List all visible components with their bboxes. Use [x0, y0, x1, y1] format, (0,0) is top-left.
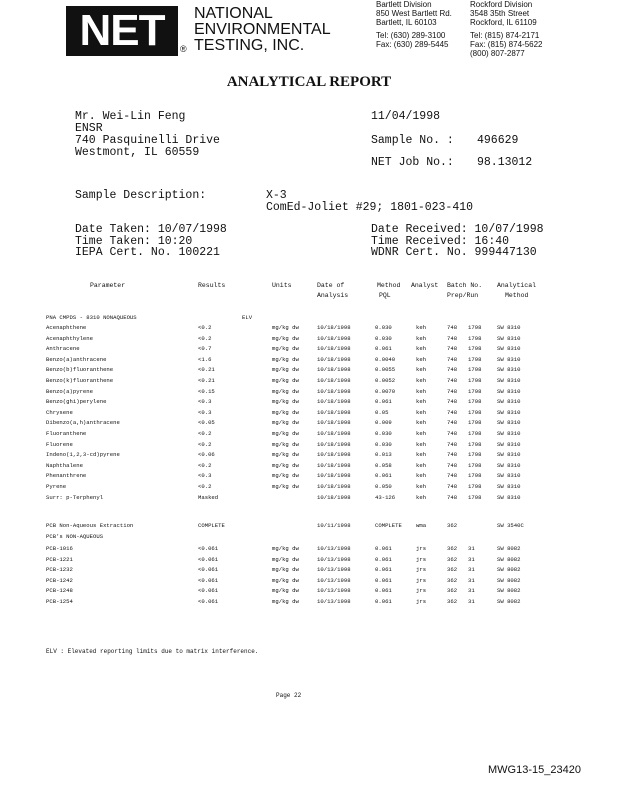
cell-date: 10/18/1998 — [317, 440, 351, 448]
cell-run: 1798 — [468, 493, 482, 501]
cell-analyst: jrs — [416, 587, 427, 595]
cell-parameter: Dibenzo(a,h)anthracene — [46, 419, 120, 427]
footnote: ELV : Elevated reporting limits due to matrix interference. — [46, 648, 259, 655]
cell-date: 10/18/1998 — [317, 419, 351, 427]
cell-analyst: keh — [416, 408, 427, 416]
bartlett-name: Bartlett Division — [376, 0, 432, 9]
cell-units: mg/kg dw — [272, 408, 299, 416]
cell-parameter: PCB-1221 — [46, 555, 73, 563]
cell-pql: COMPLETE — [375, 522, 402, 529]
cell-result: <0.2 — [198, 461, 212, 469]
cell-parameter: Surr: p-Terphenyl — [46, 493, 104, 501]
cell-units: mg/kg dw — [272, 324, 299, 331]
cell-pql: 0.030 — [375, 440, 392, 448]
cell-method: SW 8310 — [497, 440, 521, 448]
table-row — [0, 577, 618, 587]
cell-units: mg/kg dw — [272, 334, 299, 342]
cell-method: SW 8082 — [497, 598, 521, 605]
cell-prep: 748 — [447, 461, 458, 469]
cell-date: 10/18/1998 — [317, 408, 351, 416]
cell-run: 1798 — [468, 377, 482, 384]
cell-date: 10/18/1998 — [317, 387, 351, 395]
cell-pql: 0.061 — [375, 545, 392, 552]
cell-analyst: keh — [416, 355, 427, 363]
section-pna-title: PNA CMPDS - 8310 NONAQUEOUS — [46, 314, 137, 321]
col-units: Units — [272, 282, 292, 289]
cell-result: <0.05 — [198, 419, 215, 427]
cell-prep: 748 — [447, 398, 458, 406]
bartlett-tel: Tel: (630) 289-3100 — [376, 31, 446, 40]
cell-analyst: jrs — [416, 598, 427, 605]
wdnr-cert: WDNR Cert. No. 999447130 — [371, 246, 537, 259]
cell-method: SW 8310 — [497, 366, 521, 374]
cell-run: 31 — [468, 545, 475, 552]
col-method: Method — [377, 282, 401, 289]
cell-prep: 748 — [447, 324, 458, 331]
cell-parameter: Acenaphthylene — [46, 334, 93, 342]
cell-pql: 0.030 — [375, 334, 392, 342]
cell-method: SW 8310 — [497, 430, 521, 437]
cell-units: mg/kg dw — [272, 355, 299, 363]
cell-analyst: keh — [416, 430, 427, 437]
cell-date: 10/13/1998 — [317, 566, 351, 574]
cell-prep: 748 — [447, 355, 458, 363]
rockford-street: 3548 35th Street — [470, 9, 530, 18]
cell-parameter: Benzo(a)pyrene — [46, 387, 93, 395]
company-line-2: ENVIRONMENTAL — [194, 21, 331, 38]
cell-parameter: PCB-1232 — [46, 566, 73, 574]
cell-parameter: Anthracene — [46, 345, 80, 353]
time-taken: Time Taken: 10:20 — [75, 235, 193, 248]
cell-parameter: PCB-1016 — [46, 545, 73, 552]
cell-pql: 0.061 — [375, 576, 392, 584]
cell-result: <0.06 — [198, 451, 215, 459]
cell-prep: 748 — [447, 493, 458, 501]
cell-method: SW 8082 — [497, 545, 521, 552]
registered-mark: ® — [180, 44, 187, 54]
cell-run: 1798 — [468, 355, 482, 363]
cell-date: 10/18/1998 — [317, 345, 351, 353]
cell-method: SW 8082 — [497, 555, 521, 563]
table-row — [0, 451, 618, 461]
cell-pql: 0.0070 — [375, 387, 396, 395]
company-line-1: NATIONAL — [194, 5, 273, 22]
rockford-tel: Tel: (815) 874-2171 — [470, 31, 540, 40]
cell-analyst: keh — [416, 334, 427, 342]
cell-date: 10/13/1998 — [317, 545, 351, 552]
cell-analyst: keh — [416, 461, 427, 469]
cell-analyst: keh — [416, 324, 427, 331]
cell-result: <0.2 — [198, 430, 212, 437]
cell-run: 1798 — [468, 483, 482, 490]
cell-parameter: Fluoranthene — [46, 430, 87, 437]
cell-result: <0.061 — [198, 576, 219, 584]
cell-units: mg/kg dw — [272, 472, 299, 480]
col-analytical-method: Method — [505, 292, 529, 299]
cell-method: SW 8082 — [497, 587, 521, 595]
cell-parameter: Phenanthrene — [46, 472, 87, 480]
cell-prep: 748 — [447, 345, 458, 353]
cell-date: 10/13/1998 — [317, 555, 351, 563]
cell-analyst: keh — [416, 493, 427, 501]
cell-result: <0.21 — [198, 377, 215, 384]
table-row — [0, 366, 618, 376]
sample-no: 496629 — [477, 134, 519, 147]
cell-units: mg/kg dw — [272, 483, 299, 490]
cell-result: <0.3 — [198, 398, 212, 406]
table-row — [0, 419, 618, 429]
cell-date: 10/18/1998 — [317, 398, 351, 406]
section-pna-flag: ELV — [242, 314, 253, 321]
cell-prep: 748 — [447, 472, 458, 480]
cell-method: SW 8310 — [497, 355, 521, 363]
cell-prep: 362 — [447, 587, 458, 595]
cell-run: 1798 — [468, 334, 482, 342]
document-id: MWG13-15_23420 — [488, 764, 581, 776]
cell-pql: 0.05 — [375, 408, 389, 416]
table-row — [0, 566, 618, 576]
cell-prep: 748 — [447, 440, 458, 448]
cell-pql: 0.0052 — [375, 377, 396, 384]
cell-date: 10/13/1998 — [317, 587, 351, 595]
report-date: 11/04/1998 — [371, 110, 441, 123]
cell-method: SW 3540C — [497, 522, 524, 529]
cell-run: 31 — [468, 555, 475, 563]
cell-analyst: keh — [416, 440, 427, 448]
cell-parameter: Chrysene — [46, 408, 73, 416]
table-row — [0, 430, 618, 440]
cell-parameter: Benzo(b)fluoranthene — [46, 366, 114, 374]
cell-units: mg/kg dw — [272, 461, 299, 469]
table-row — [0, 587, 618, 597]
cell-run: 1798 — [468, 472, 482, 480]
cell-result: <0.2 — [198, 334, 212, 342]
cell-analyst: keh — [416, 366, 427, 374]
cell-run: 1798 — [468, 451, 482, 459]
client-street: 740 Pasquinelli Drive — [75, 134, 220, 147]
cell-units: mg/kg dw — [272, 440, 299, 448]
section-pcb-title: PCB's NON-AQUEOUS — [46, 533, 104, 540]
table-row — [0, 377, 618, 387]
cell-units: mg/kg dw — [272, 430, 299, 437]
table-row — [0, 324, 618, 334]
cell-result: <0.2 — [198, 324, 212, 331]
table-row — [0, 494, 618, 504]
cell-units: mg/kg dw — [272, 398, 299, 406]
time-received: Time Received: 16:40 — [371, 235, 510, 248]
client-company: ENSR — [75, 122, 103, 135]
cell-result: <0.2 — [198, 483, 212, 490]
job-no: 98.13012 — [477, 156, 533, 169]
col-analyst: Analyst — [411, 282, 439, 289]
cell-prep: 748 — [447, 483, 458, 490]
cell-units: mg/kg dw — [272, 451, 299, 459]
client-name: Mr. Wei-Lin Feng — [75, 110, 186, 123]
cell-method: SW 8310 — [497, 398, 521, 406]
cell-run: 1798 — [468, 345, 482, 353]
cell-date: 10/18/1998 — [317, 334, 351, 342]
sample-description-line-2: ComEd-Joliet #29; 1801-023-410 — [266, 201, 474, 214]
cell-units: mg/kg dw — [272, 419, 299, 427]
cell-analyst: keh — [416, 472, 427, 480]
company-name — [194, 6, 331, 54]
col-pql: PQL — [379, 292, 391, 299]
cell-date: 10/18/1998 — [317, 355, 351, 363]
cell-analyst: jrs — [416, 566, 427, 574]
col-batch: Batch No. — [447, 282, 483, 289]
cell-pql: 0.013 — [375, 451, 392, 459]
cell-result: <0.2 — [198, 440, 212, 448]
cell-date: 10/18/1998 — [317, 377, 351, 384]
cell-run: 1798 — [468, 461, 482, 469]
date-taken: Date Taken: 10/07/1998 — [75, 223, 227, 236]
cell-units: mg/kg dw — [272, 377, 299, 384]
cell-analyst: jrs — [416, 555, 427, 563]
cell-method: SW 8310 — [497, 387, 521, 395]
sample-no-label: Sample No. : — [371, 134, 454, 147]
cell-run: 1798 — [468, 408, 482, 416]
table-row — [0, 472, 618, 482]
cell-method: SW 8310 — [497, 472, 521, 480]
bartlett-street: 850 West Bartlett Rd. — [376, 9, 452, 18]
cell-analyst: keh — [416, 419, 427, 427]
table-row — [0, 483, 618, 493]
cell-result: <0.061 — [198, 598, 219, 605]
cell-units: mg/kg dw — [272, 345, 299, 353]
cell-pql: 0.061 — [375, 566, 392, 574]
cell-parameter: Indeno(1,2,3-cd)pyrene — [46, 451, 120, 459]
cell-parameter: Benzo(ghi)perylene — [46, 398, 107, 406]
cell-run: 31 — [468, 598, 475, 605]
cell-result: <1.6 — [198, 355, 212, 363]
cell-analyst: keh — [416, 377, 427, 384]
cell-result: <0.3 — [198, 472, 212, 480]
cell-method: SW 8310 — [497, 345, 521, 353]
report-title: ANALYTICAL REPORT — [226, 74, 392, 90]
date-received: Date Received: 10/07/1998 — [371, 223, 544, 236]
table-row — [0, 462, 618, 472]
table-row — [0, 409, 618, 419]
cell-run: 1798 — [468, 324, 482, 331]
cell-parameter: Naphthalene — [46, 461, 83, 469]
cell-date: 10/18/1998 — [317, 451, 351, 459]
cell-units: mg/kg dw — [272, 366, 299, 374]
cell-date: 10/11/1998 — [317, 522, 351, 529]
cell-date: 10/18/1998 — [317, 366, 351, 374]
cell-result: <0.061 — [198, 545, 219, 552]
cell-prep: 362 — [447, 566, 458, 574]
cell-method: SW 8310 — [497, 419, 521, 427]
cell-pql: 0.0055 — [375, 366, 396, 374]
cell-parameter: PCB Non-Aqueous Extraction — [46, 522, 134, 529]
cell-run: 1798 — [468, 366, 482, 374]
cell-prep: 362 — [447, 555, 458, 563]
cell-pql: 0.061 — [375, 598, 392, 605]
cell-method: SW 8082 — [497, 576, 521, 584]
cell-analyst: jrs — [416, 545, 427, 552]
iepa-cert: IEPA Cert. No. 100221 — [75, 246, 220, 259]
rockford-fax: Fax: (815) 874-5622 — [470, 40, 543, 49]
cell-date: 10/13/1998 — [317, 598, 351, 605]
cell-prep: 362 — [447, 545, 458, 552]
client-city: Westmont, IL 60559 — [75, 146, 200, 159]
rockford-address — [470, 0, 543, 58]
cell-units: mg/kg dw — [272, 576, 299, 584]
cell-date: 10/13/1998 — [317, 576, 351, 584]
cell-pql: 0.061 — [375, 345, 392, 353]
cell-date: 10/18/1998 — [317, 461, 351, 469]
cell-run: 1798 — [468, 430, 482, 437]
bartlett-address — [376, 0, 452, 49]
cell-pql: 0.061 — [375, 398, 392, 406]
cell-pql: 0.061 — [375, 472, 392, 480]
cell-units: mg/kg dw — [272, 598, 299, 605]
cell-prep: 748 — [447, 334, 458, 342]
cell-prep: 748 — [447, 408, 458, 416]
company-line-3: TESTING, INC. — [194, 37, 305, 54]
cell-prep: 362 — [447, 598, 458, 605]
cell-prep: 748 — [447, 430, 458, 437]
cell-pql: 0.050 — [375, 483, 392, 490]
pcb-extraction-row — [0, 522, 618, 532]
cell-prep: 748 — [447, 366, 458, 374]
cell-analyst: keh — [416, 398, 427, 406]
cell-result: COMPLETE — [198, 522, 225, 529]
col-date: Date of — [317, 282, 345, 289]
sample-description-label: Sample Description: — [75, 189, 207, 202]
cell-units: mg/kg dw — [272, 555, 299, 563]
cell-method: SW 8310 — [497, 324, 521, 331]
cell-analyst: keh — [416, 387, 427, 395]
cell-run: 31 — [468, 587, 475, 595]
cell-analyst: keh — [416, 451, 427, 459]
cell-pql: 0.0040 — [375, 355, 396, 363]
cell-date: 10/18/1998 — [317, 493, 351, 501]
cell-pql: 0.058 — [375, 461, 392, 469]
cell-result: <0.061 — [198, 555, 219, 563]
cell-parameter: Pyrene — [46, 483, 67, 490]
table-row — [0, 556, 618, 566]
cell-prep: 748 — [447, 451, 458, 459]
company-logo: NET — [66, 6, 178, 56]
bartlett-city: Bartlett, IL 60103 — [376, 18, 437, 27]
sample-description-line-1: X-3 — [266, 189, 287, 202]
table-row — [0, 388, 618, 398]
cell-result: <0.061 — [198, 566, 219, 574]
cell-analyst: keh — [416, 483, 427, 490]
cell-method: SW 8310 — [497, 334, 521, 342]
cell-prep: 748 — [447, 419, 458, 427]
cell-result: <0.061 — [198, 587, 219, 595]
page-number: Page 22 — [276, 692, 302, 699]
cell-run: 31 — [468, 566, 475, 574]
table-row — [0, 335, 618, 345]
cell-method: SW 8310 — [497, 461, 521, 469]
cell-units: mg/kg dw — [272, 587, 299, 595]
cell-parameter: Acenaphthene — [46, 324, 87, 331]
cell-parameter: PCB-1242 — [46, 576, 73, 584]
cell-prep: 748 — [447, 387, 458, 395]
cell-date: 10/18/1998 — [317, 472, 351, 480]
cell-parameter: Benzo(k)fluoranthene — [46, 377, 114, 384]
cell-method: SW 8310 — [497, 408, 521, 416]
cell-run: 1798 — [468, 440, 482, 448]
table-row — [0, 345, 618, 355]
table-row — [0, 398, 618, 408]
col-parameter: Parameter — [90, 282, 126, 289]
col-results: Results — [198, 282, 226, 289]
cell-analyst: jrs — [416, 576, 427, 584]
rockford-name: Rockford Division — [470, 0, 533, 9]
cell-method: SW 8310 — [497, 483, 521, 490]
rockford-toll: (800) 807-2877 — [470, 49, 525, 58]
cell-result: <0.21 — [198, 366, 215, 374]
rockford-city: Rockford, IL 61109 — [470, 18, 537, 27]
cell-method: SW 8082 — [497, 566, 521, 574]
table-row — [0, 598, 618, 608]
cell-run: 1798 — [468, 419, 482, 427]
cell-pql: 43-126 — [375, 493, 396, 501]
cell-parameter: Benzo(a)anthracene — [46, 355, 107, 363]
cell-analyst: keh — [416, 345, 427, 353]
cell-prep: 748 — [447, 377, 458, 384]
cell-pql: 0.061 — [375, 587, 392, 595]
cell-run: 1798 — [468, 398, 482, 406]
cell-result: <0.15 — [198, 387, 215, 395]
cell-result: <0.3 — [198, 408, 212, 416]
cell-analyst: wma — [416, 522, 427, 529]
cell-parameter: PCB-1254 — [46, 598, 73, 605]
cell-pql: 0.009 — [375, 419, 392, 427]
cell-units: mg/kg dw — [272, 566, 299, 574]
cell-units: mg/kg dw — [272, 387, 299, 395]
cell-pql: 0.030 — [375, 324, 392, 331]
bartlett-fax: Fax: (630) 289-5445 — [376, 40, 449, 49]
cell-pql: 0.030 — [375, 430, 392, 437]
col-date-2: Analysis — [317, 292, 349, 299]
cell-run: 1798 — [468, 387, 482, 395]
cell-parameter: Fluorene — [46, 440, 73, 448]
cell-pql: 0.061 — [375, 555, 392, 563]
col-prep-run: Prep/Run — [447, 292, 479, 299]
table-row — [0, 545, 618, 555]
cell-units: mg/kg dw — [272, 545, 299, 552]
cell-method: SW 8310 — [497, 451, 521, 459]
cell-prep: 362 — [447, 576, 458, 584]
table-row — [0, 441, 618, 451]
cell-result: Masked — [198, 493, 219, 501]
cell-date: 10/18/1998 — [317, 483, 351, 490]
cell-result: <0.7 — [198, 345, 212, 353]
table-row — [0, 356, 618, 366]
cell-run: 31 — [468, 576, 475, 584]
cell-prep: 362 — [447, 522, 458, 529]
cell-method: SW 8310 — [497, 493, 521, 501]
cell-date: 10/18/1998 — [317, 324, 351, 331]
cell-parameter: PCB-1248 — [46, 587, 73, 595]
col-analytical: Analytical — [497, 282, 537, 289]
cell-method: SW 8310 — [497, 377, 521, 384]
job-no-label: NET Job No.: — [371, 156, 454, 169]
cell-date: 10/18/1998 — [317, 430, 351, 437]
